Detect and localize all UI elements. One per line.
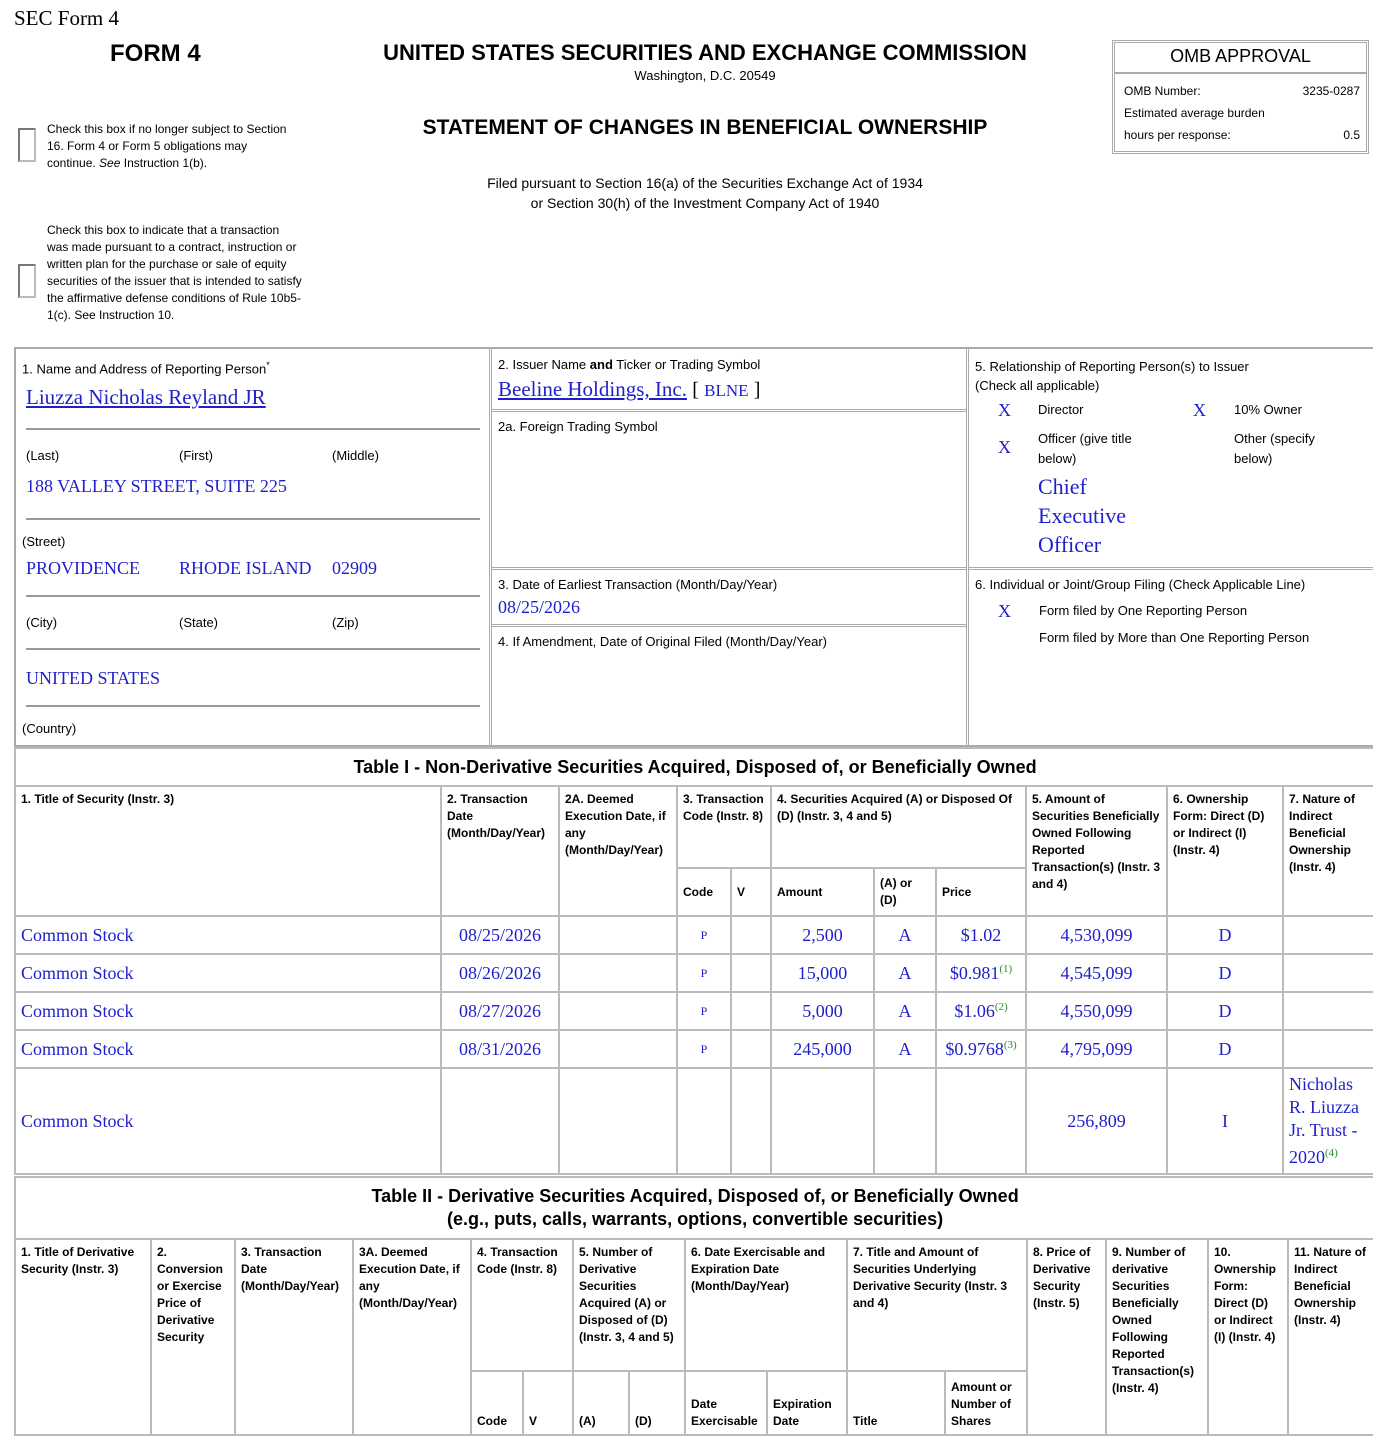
t1-owned: 4,795,099 bbox=[1026, 1030, 1167, 1068]
street-value: 188 VALLEY STREET, SUITE 225 bbox=[26, 476, 287, 496]
omb-burden-label: Estimated average burden bbox=[1124, 106, 1265, 120]
t1-h-deemed: 2A. Deemed Execution Date, if any (Month/Day/Year) bbox=[559, 786, 677, 916]
t2-h-deemed: 3A. Deemed Execution Date, if any (Month/Day/Year) bbox=[353, 1239, 471, 1435]
t1-nature bbox=[1283, 1030, 1373, 1068]
table-2-title-1: Table II - Derivative Securities Acquired, Disposed of, or Beneficially Owned bbox=[371, 1186, 1019, 1206]
t1-date bbox=[441, 1068, 559, 1174]
reporter-label-text: 1. Name and Address of Reporting Person bbox=[22, 361, 267, 377]
filed-pursuant bbox=[300, 173, 1110, 213]
t1-ad: A bbox=[874, 1030, 936, 1068]
t2-h-date-exercisable-sub: Date Exercisable bbox=[685, 1371, 767, 1435]
t1-date: 08/25/2026 bbox=[441, 916, 559, 954]
filed-line-2: or Section 30(h) of the Investment Company Act of 1940 bbox=[530, 195, 880, 211]
t1-price-value: $1.06 bbox=[954, 1000, 995, 1021]
officer-title-3: Officer bbox=[1038, 532, 1102, 557]
t1-v bbox=[731, 954, 771, 992]
t1-nature bbox=[1283, 916, 1373, 954]
rule-10b5-1-text: Check this box to indicate that a transaction was made pursuant to a contract, instruction or written plan for the purchase or sale of equity securities of the issuer that is intended to satisfy the affirmative defense conditions of Rule 10b5-1(c). See Instruction 10. bbox=[47, 223, 302, 322]
table-1-title: Table I - Non-Derivative Securities Acquired, Disposed of, or Beneficially Owned bbox=[15, 748, 1373, 786]
t1-ad: A bbox=[874, 916, 936, 954]
t1-nature bbox=[1283, 1068, 1373, 1174]
underline bbox=[26, 518, 480, 520]
t1-form: I bbox=[1167, 1068, 1283, 1174]
table-2-title-2: (e.g., puts, calls, warrants, options, convertible securities) bbox=[447, 1209, 944, 1229]
state-label: (State) bbox=[179, 615, 219, 630]
amendment-label: 4. If Amendment, Date of Original Filed (Month/Day/Year) bbox=[498, 634, 828, 649]
t2-h-underlying: 7. Title and Amount of Securities Underlying Derivative Security (Instr. 3 and 4) bbox=[847, 1239, 1027, 1371]
city-value: PROVIDENCE bbox=[26, 558, 141, 578]
divider bbox=[966, 347, 969, 747]
table-row bbox=[15, 1068, 1373, 1174]
t1-price bbox=[936, 1030, 1026, 1068]
divider bbox=[968, 567, 1373, 570]
t1-owned: 4,545,099 bbox=[1026, 954, 1167, 992]
earliest-date-value: 08/25/2026 bbox=[498, 597, 581, 617]
t1-price bbox=[936, 1068, 1026, 1174]
t1-h-date: 2. Transaction Date (Month/Day/Year) bbox=[441, 786, 559, 916]
commission-title: UNITED STATES SECURITIES AND EXCHANGE COMMISSION bbox=[383, 40, 1027, 65]
t1-amount: 15,000 bbox=[771, 954, 874, 992]
t1-h-nature: 7. Nature of Indirect Beneficial Ownership (Instr. 4) bbox=[1283, 786, 1373, 916]
foreign-symbol-label: 2a. Foreign Trading Symbol bbox=[498, 419, 658, 434]
t2-h-code: 4. Transaction Code (Instr. 8) bbox=[471, 1239, 573, 1371]
table-row bbox=[15, 992, 1373, 1030]
t1-form: D bbox=[1167, 954, 1283, 992]
t1-deemed bbox=[559, 992, 677, 1030]
t1-v bbox=[731, 1030, 771, 1068]
t1-price bbox=[936, 992, 1026, 1030]
t1-ad: A bbox=[874, 992, 936, 1030]
t1-h-price-sub: Price bbox=[936, 868, 1026, 916]
t1-title: Common Stock bbox=[15, 954, 441, 992]
t1-nature bbox=[1283, 992, 1373, 1030]
t1-title: Common Stock bbox=[15, 1068, 441, 1174]
t1-title: Common Stock bbox=[15, 992, 441, 1030]
t2-h-form: 10. Ownership Form: Direct (D) or Indirect (I) (Instr. 4) bbox=[1208, 1239, 1288, 1435]
reporter-label bbox=[22, 360, 270, 376]
omb-hours: 0.5 bbox=[1343, 128, 1360, 142]
form-title: FORM 4 bbox=[110, 40, 201, 67]
t1-amount: 245,000 bbox=[771, 1030, 874, 1068]
t1-nature-footnote[interactable]: (4) bbox=[1325, 1147, 1338, 1159]
t1-amount: 2,500 bbox=[771, 916, 874, 954]
table-row bbox=[15, 1030, 1373, 1068]
t1-h-form: 6. Ownership Form: Direct (D) or Indirect (I) (Instr. 4) bbox=[1167, 786, 1283, 916]
no-longer-subject-text bbox=[47, 121, 292, 172]
ten-percent-owner-check[interactable]: X bbox=[1193, 400, 1206, 420]
divider bbox=[491, 624, 966, 627]
state-value: RHODE ISLAND bbox=[179, 558, 312, 578]
director-check[interactable]: X bbox=[998, 400, 1011, 420]
t1-deemed bbox=[559, 916, 677, 954]
t1-amount bbox=[771, 1068, 874, 1174]
t1-h-amount-sub: Amount bbox=[771, 868, 874, 916]
director-label: Director bbox=[1038, 402, 1084, 417]
t1-v bbox=[731, 1068, 771, 1174]
t1-code: P bbox=[677, 992, 731, 1030]
underline bbox=[26, 705, 480, 707]
t1-owned: 256,809 bbox=[1026, 1068, 1167, 1174]
issuer-name-link[interactable]: Beeline Holdings, Inc. bbox=[498, 377, 687, 401]
city-label: (City) bbox=[26, 615, 58, 630]
table-2-title bbox=[15, 1177, 1373, 1239]
officer-title bbox=[1038, 472, 1126, 559]
sec-form-label: SEC Form 4 bbox=[14, 6, 120, 30]
officer-label-2: below) bbox=[1038, 451, 1077, 466]
t2-h-amount-sub: Amount or Number of Shares bbox=[945, 1371, 1027, 1435]
t2-h-date: 3. Transaction Date (Month/Day/Year) bbox=[235, 1239, 353, 1435]
issuer-label-pre: 2. Issuer Name bbox=[498, 357, 587, 372]
t1-price-value: $0.981 bbox=[949, 962, 1000, 983]
table-1 bbox=[14, 747, 1373, 1175]
zip-label: (Zip) bbox=[332, 615, 359, 630]
no-longer-subject-checkbox[interactable] bbox=[18, 128, 36, 162]
t1-h-securities: 4. Securities Acquired (A) or Disposed Of (D) (Instr. 3, 4 and 5) bbox=[771, 786, 1026, 868]
reporter-star: * bbox=[266, 360, 270, 370]
t1-deemed bbox=[559, 954, 677, 992]
street-label: (Street) bbox=[22, 534, 66, 549]
statement-title: STATEMENT OF CHANGES IN BENEFICIAL OWNERSHIP bbox=[422, 116, 988, 139]
check1-tail: Instruction 1(b). bbox=[123, 156, 208, 170]
ticker-bracket-close: ] bbox=[753, 379, 761, 401]
t1-deemed bbox=[559, 1030, 677, 1068]
table-row bbox=[15, 916, 1373, 954]
table-2 bbox=[14, 1176, 1373, 1436]
officer-label-1: Officer (give title bbox=[1038, 431, 1132, 446]
t1-title: Common Stock bbox=[15, 916, 441, 954]
ten-percent-owner-label: 10% Owner bbox=[1234, 402, 1302, 417]
rule-10b5-1-checkbox[interactable] bbox=[18, 264, 36, 298]
t1-price-value: $1.02 bbox=[960, 924, 1002, 945]
omb-hours-label: hours per response: bbox=[1124, 128, 1231, 142]
issuer-ticker: BLNE bbox=[704, 381, 749, 400]
t1-ad: A bbox=[874, 954, 936, 992]
underline bbox=[26, 428, 480, 430]
last-label: (Last) bbox=[26, 448, 60, 463]
t1-amount: 5,000 bbox=[771, 992, 874, 1030]
omb-number-label: OMB Number: bbox=[1124, 84, 1201, 98]
t1-v bbox=[731, 992, 771, 1030]
t1-deemed bbox=[559, 1068, 677, 1174]
t1-title: Common Stock bbox=[15, 1030, 441, 1068]
t1-date: 08/31/2026 bbox=[441, 1030, 559, 1068]
t1-h-code: 3. Transaction Code (Instr. 8) bbox=[677, 786, 771, 868]
one-person-check[interactable]: X bbox=[998, 601, 1011, 621]
t1-code: P bbox=[677, 954, 731, 992]
t1-v bbox=[731, 916, 771, 954]
relationship-label-1: 5. Relationship of Reporting Person(s) to Issuer bbox=[975, 359, 1249, 374]
omb-approval-box bbox=[1112, 40, 1369, 154]
t1-owned: 4,530,099 bbox=[1026, 916, 1167, 954]
officer-title-1: Chief bbox=[1038, 474, 1087, 499]
officer-title-2: Executive bbox=[1038, 503, 1126, 528]
t2-h-owned: 9. Number of derivative Securities Beneficially Owned Following Reported Transaction(s) (Instr. 4) bbox=[1106, 1239, 1208, 1435]
t2-h-title: 1. Title of Derivative Security (Instr. 3) bbox=[15, 1239, 151, 1435]
t1-price bbox=[936, 916, 1026, 954]
earliest-date-label: 3. Date of Earliest Transaction (Month/Day/Year) bbox=[498, 577, 778, 592]
t2-h-title-sub: Title bbox=[847, 1371, 945, 1435]
officer-check[interactable]: X bbox=[998, 437, 1011, 457]
t1-price-footnote[interactable]: (1) bbox=[999, 962, 1013, 975]
other-label-1: Other (specify bbox=[1234, 431, 1315, 446]
t1-owned: 4,550,099 bbox=[1026, 992, 1167, 1030]
one-person-label: Form filed by One Reporting Person bbox=[1039, 603, 1248, 618]
country-value: UNITED STATES bbox=[26, 668, 161, 688]
t1-h-title: 1. Title of Security (Instr. 3) bbox=[15, 786, 441, 916]
issuer-name-row bbox=[498, 377, 760, 402]
t1-price-footnote[interactable]: (2) bbox=[994, 1000, 1008, 1013]
t2-h-code-sub: Code bbox=[471, 1371, 523, 1435]
issuer-label bbox=[498, 357, 760, 372]
t1-form: D bbox=[1167, 1030, 1283, 1068]
t2-h-nature: 11. Nature of Indirect Beneficial Ownership (Instr. 4) bbox=[1288, 1239, 1373, 1435]
t2-h-conversion: 2. Conversion or Exercise Price of Derivative Security bbox=[151, 1239, 235, 1435]
omb-title: OMB APPROVAL bbox=[1115, 43, 1366, 74]
t1-price-footnote[interactable]: (3) bbox=[1003, 1038, 1017, 1051]
divider bbox=[489, 347, 492, 747]
first-label: (First) bbox=[179, 448, 213, 463]
issuer-label-and: and bbox=[589, 357, 613, 372]
ticker-bracket-open: [ bbox=[692, 379, 699, 401]
t1-h-v-sub: V bbox=[731, 868, 771, 916]
issuer-label-post: Ticker or Trading Symbol bbox=[616, 357, 761, 372]
t1-form: D bbox=[1167, 916, 1283, 954]
omb-number: 3235-0287 bbox=[1302, 84, 1360, 98]
officer-label bbox=[1038, 429, 1132, 469]
t2-h-d-sub: (D) bbox=[629, 1371, 685, 1435]
underline bbox=[26, 595, 480, 597]
filed-line-1: Filed pursuant to Section 16(a) of the Securities Exchange Act of 1934 bbox=[487, 175, 923, 191]
t1-code bbox=[677, 1068, 731, 1174]
t2-h-expiration-sub: Expiration Date bbox=[767, 1371, 847, 1435]
more-persons-label: Form filed by More than One Reporting Person bbox=[1039, 630, 1310, 645]
commission-location: Washington, D.C. 20549 bbox=[634, 68, 776, 83]
t2-h-v-sub: V bbox=[523, 1371, 573, 1435]
t1-form: D bbox=[1167, 992, 1283, 1030]
reporter-name-link[interactable]: Liuzza Nicholas Reyland JR bbox=[26, 385, 266, 409]
t1-h-owned: 5. Amount of Securities Beneficially Owned Following Reported Transaction(s) (Instr. 3 and 4) bbox=[1026, 786, 1167, 916]
t1-ad bbox=[874, 1068, 936, 1174]
underline bbox=[26, 648, 480, 650]
divider bbox=[491, 567, 966, 570]
other-label bbox=[1234, 429, 1315, 469]
t2-h-number: 5. Number of Derivative Securities Acquired (A) or Disposed of (D) (Instr. 3, 4 and 5) bbox=[573, 1239, 685, 1371]
t1-nature-value: Nicholas R. Liuzza Jr. Trust - 2020 bbox=[1289, 1074, 1359, 1167]
middle-label: (Middle) bbox=[332, 448, 379, 463]
t1-code: P bbox=[677, 1030, 731, 1068]
table-row bbox=[15, 954, 1373, 992]
zip-value: 02909 bbox=[332, 558, 377, 578]
t2-h-a-sub: (A) bbox=[573, 1371, 629, 1435]
check1-see: See bbox=[99, 156, 121, 170]
t1-code: P bbox=[677, 916, 731, 954]
country-label: (Country) bbox=[22, 721, 77, 736]
t1-date: 08/26/2026 bbox=[441, 954, 559, 992]
relationship-label-2: (Check all applicable) bbox=[975, 378, 1100, 393]
t2-h-exercisable: 6. Date Exercisable and Expiration Date (Month/Day/Year) bbox=[685, 1239, 847, 1371]
t1-h-code-sub: Code bbox=[677, 868, 731, 916]
check1-text: Check this box if no longer subject to Section 16. Form 4 or Form 5 obligations may continue. bbox=[47, 122, 287, 170]
filing-label: 6. Individual or Joint/Group Filing (Check Applicable Line) bbox=[975, 577, 1306, 592]
t1-price bbox=[936, 954, 1026, 992]
t1-price-value: $0.9768 bbox=[945, 1038, 1004, 1059]
t1-nature bbox=[1283, 954, 1373, 992]
relationship-label bbox=[975, 357, 1249, 395]
t1-date: 08/27/2026 bbox=[441, 992, 559, 1030]
t1-h-aord-sub: (A) or (D) bbox=[874, 868, 936, 916]
divider bbox=[491, 409, 966, 412]
t2-h-price: 8. Price of Derivative Security (Instr. 5) bbox=[1027, 1239, 1106, 1435]
other-label-2: below) bbox=[1234, 451, 1273, 466]
